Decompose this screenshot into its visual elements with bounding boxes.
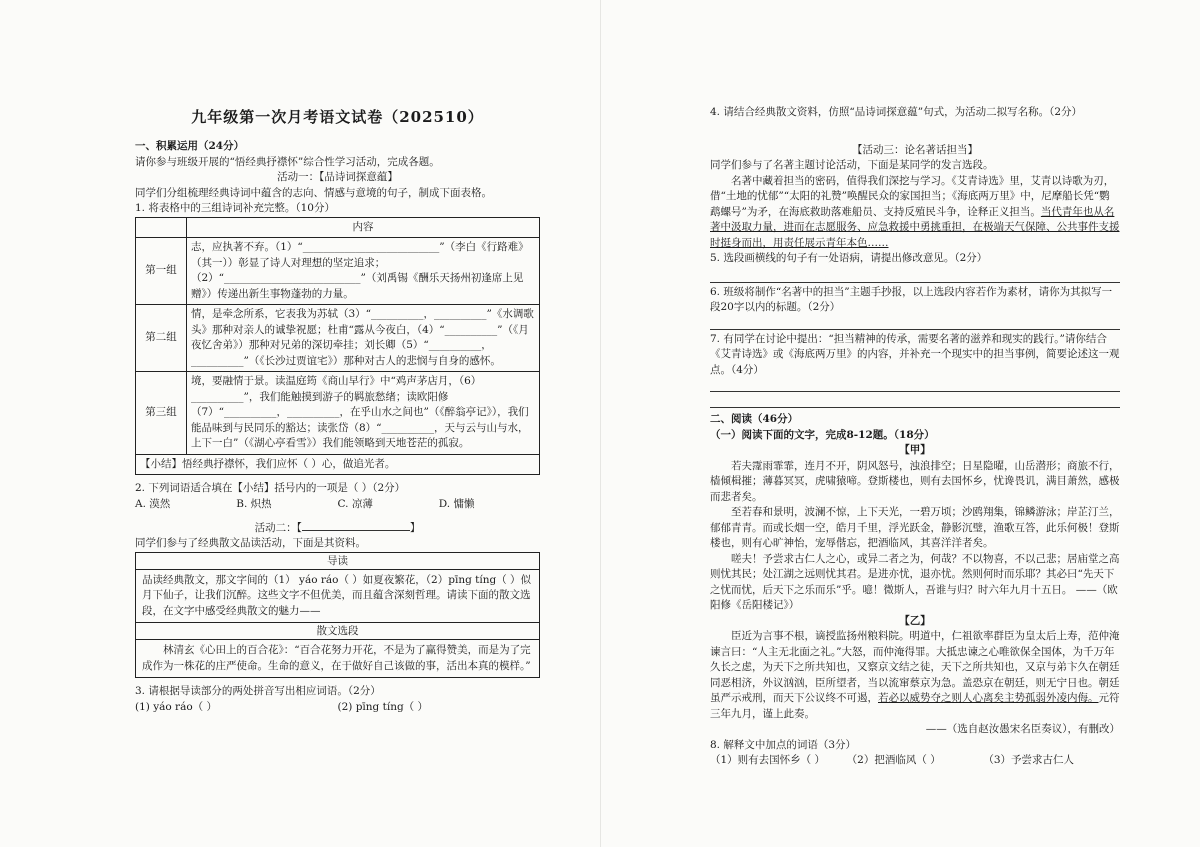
q8-item-1[interactable]: （1）则有去国怀乡（ ）	[710, 754, 826, 766]
q8-item-2[interactable]: （2）把酒临风（ ）	[846, 754, 941, 766]
answer-line[interactable]	[710, 378, 1120, 392]
guide-heading: 导读	[136, 553, 539, 570]
activity-1-intro: 同学们分组梳理经典诗词中蕴含的志向、情感与意境的句子，制成下面表格。	[135, 186, 492, 199]
passage-jia-label: 【甲】	[899, 444, 931, 456]
guide-text: 品读经典散文，那文字间的（1） yáo ráo（ ）如夏夜繁花，（2）pīng tíng（ ）似月下仙子，让我们沉醉。这些文字不但优美，而且蕴含深刻哲理。请读下面的散文选段，在文字中感受经典散文的魅力——	[142, 573, 532, 617]
activity-3-intro: 同学们参与了名著主题讨论活动，下面是某同学的发言选段。	[710, 159, 994, 171]
q8-item-3[interactable]: （3）予尝求古仁人	[983, 754, 1075, 766]
table-row	[136, 238, 540, 305]
right-page	[600, 0, 1200, 847]
activity-2-label: 活动二：【	[254, 521, 302, 534]
answer-yao-rao[interactable]: (1) yáo ráo（ ）	[135, 700, 218, 713]
question-7: 7. 有同学在讨论中提出：“担当精神的传承，需要名著的滋养和现实的践行。”请你结合《艾青诗选》或《海底两万里》的内容，并补充一个现实中的担当事例，简要论述这一观点。（4分）	[710, 332, 1120, 376]
table-header-cell	[136, 217, 187, 238]
answer-line[interactable]	[710, 316, 1120, 330]
answer-line[interactable]	[710, 269, 1120, 283]
option-a[interactable]: A. 漠然	[135, 497, 171, 510]
question-4: 4. 请结合经典散文资料，仿照“品诗词探意蕴”句式，为活动二拟写名称。（2分）	[710, 106, 1083, 118]
activity-2-intro: 同学们参与了经典散文品读活动，下面是其资料。	[135, 537, 366, 549]
passage-yi-p1	[710, 629, 1120, 722]
question-6: 6. 班级将制作“名著中的担当”主题手抄报，以上选段内容若作为素材，请你为其拟写一段20字以内的标题。（2分）	[710, 285, 1113, 313]
group-label: 第三组	[136, 372, 187, 455]
question-3-answers	[135, 700, 540, 715]
section-2-heading: 二、阅读（46分）	[710, 413, 799, 425]
option-c[interactable]: C. 凉薄	[337, 497, 373, 510]
group-label: 第一组	[136, 238, 187, 305]
yi-text-d: 元符三年九月，谨上此奏。	[710, 692, 1120, 720]
section-1-heading: 一、积累运用（24分）	[135, 140, 245, 152]
yi-text: 臣近为言事不根，谪授监扬州粮料院。明道中，仁祖欲率群臣为皇太后上寿，范仲淹谏言曰：“人主无北面之礼。”大怒，而仲淹得罪。大抵忠谏之心唯欲保全国体，为千万年久长之虑，为天下之所共知也，又察京文结之徒，天下之所共知也，又京与弟卞久在朝廷同恶相济，外议汹汹，臣所望者，当以流窜蔡京为急。	[710, 630, 1120, 689]
table-header-cell: 内容	[187, 217, 540, 238]
speech-part-1: 名著中藏着担当的密码，值得我们深挖与学习。《艾青诗选》里，艾青以诗歌为刃，借“土地的忧郁”“太阳的礼赞”唤醒民众的家国担当；《海底两万里》中，尼摩船长凭“鹦鹉螺号”为矛，在海底救助落难船员、支持反殖民斗争，诠释正义担当。	[710, 174, 1115, 218]
answer-line[interactable]	[710, 394, 1120, 408]
option-b[interactable]: B. 炽热	[236, 497, 272, 510]
passage-jia-p3: 嗟夫！予尝求古仁人之心，或异二者之为，何哉？不以物喜，不以己悲；居庙堂之高则忧其民；处江湖之远则忧其君。是进亦忧，退亦忧。然则何时而乐耶？其必曰“先天下之忧而忧，后天下之乐而乐”乎。噫！微斯人，吾谁与归？时六年九月十五日。 ——（欧阳修《岳阳楼记》）	[710, 552, 1120, 611]
question-3: 3. 请根据导读部分的两处拼音写出相应词语。（2分）	[135, 685, 381, 697]
passage-yi-source: ——（选自赵汝愚宋名臣奏议），有删改）	[925, 723, 1120, 735]
reading-1-heading: （一）阅读下面的文字，完成8-12题。（18分）	[710, 428, 935, 441]
answer-ping-ting[interactable]: (2) pīng tíng（ ）	[337, 700, 429, 713]
excerpt-text: 林清玄《心田上的百合花》：“百合花努力开花，不是为了赢得赞美，而是为了完成作为一株花的庄严使命。生命的意义，在于做好自己该做的事，活出本真的模样。”	[142, 644, 531, 672]
activity-intro: 请你参与班级开展的“悟经典抒襟怀”综合性学习活动，完成各题。	[135, 155, 440, 168]
table-row	[136, 454, 540, 475]
guide-box	[135, 552, 540, 679]
activity-2-title	[135, 520, 540, 537]
table-row	[136, 372, 540, 455]
group-content[interactable]: 情，是牵念所系，它表我为苏轼（3）“__________，__________”《水调歌头》那种对亲人的诚挚祝愿；杜甫“露从今夜白，（4）“__________”（《月夜忆舍弟》）那种对兄弟的深切牵挂；刘长卿（5）“__________，__________”（《长沙过贾谊宅》）那种对古人的悲悯与自身的感怀。	[187, 305, 540, 372]
activity-2-name-blank[interactable]	[302, 520, 410, 531]
activity-1-title: 活动一：【品诗词探意蕴】	[277, 171, 398, 183]
passage-jia-p1: 若夫霪雨霏霏，连月不开，阴风怒号，浊浪排空；日星隐曜，山岳潜形；商旅不行，樯倾楫摧；薄暮冥冥，虎啸猿啼。登斯楼也，则有去国怀乡，忧谗畏讥，满目萧然，感极而悲者矣。	[710, 459, 1120, 503]
activity-2-close: 】	[409, 521, 421, 534]
question-5: 5. 选段画横线的句子有一处语病，请提出修改意见。（2分）	[710, 252, 988, 264]
group-content[interactable]: 境，要融情于景。读温庭筠《商山早行》中“鸡声茅店月，（6）__________”，我们能触摸到游子的羁旅愁绪；读欧阳修（7）“__________，__________，在乎山水之间也”（《醉翁亭记》），我们能品味到与民同乐的豁达；读张岱（8）“__________，天与云与山与水，上下一白”（《湖心亭看雪》）我们能领略到天地苍茫的孤寂。	[187, 372, 540, 455]
question-8: 8. 解释文中加点的词语（3分）	[710, 738, 857, 751]
question-8-items	[710, 753, 1120, 768]
question-1: 1. 将表格中的三组诗词补充完整。（10分）	[135, 202, 335, 214]
passage-jia-p2: 至若春和景明，波澜不惊，上下天光，一碧万顷；沙鸥翔集，锦鳞游泳；岸芷汀兰，郁郁青青。而或长烟一空，皓月千里，浮光跃金，静影沉璧，渔歌互答，此乐何极！登斯楼也，则有心旷神怡，宠辱偕忘，把酒临风，其喜洋洋者矣。	[710, 506, 1120, 549]
speech-underlined-sentence: 当代青年也从名著中汲取力量，进而在志愿服务、应急救援中勇挑重担，在极端天气保障、公共事件支援时挺身而出，用责任展示青年本色……	[710, 205, 1120, 249]
group-content[interactable]: 志，应执著不弃。（1）“__________________________”（李白《行路难》（其一））彰显了诗人对理想的坚定追求；（2）“__________________________”（刘禹锡《酬乐天扬州初逢席上见赠》）传递出新生事物蓬勃的力量。	[187, 238, 540, 305]
group-label: 第二组	[136, 305, 187, 372]
activity-3-title: 【活动三：论名著话担当】	[852, 143, 978, 156]
excerpt-heading: 散文选段	[136, 622, 539, 640]
question-2: 2. 下列词语适合填在【小结】括号内的一项是（ ）（2分）	[135, 482, 406, 494]
question-2-options	[135, 497, 540, 512]
poem-table	[135, 217, 540, 476]
option-d[interactable]: D. 慵懒	[438, 497, 475, 510]
yi-underlined-sentence: 若必以威势夺之则人心离矣主势孤弱外凌内侮。	[878, 692, 1099, 704]
yi-text-b: 盖恐京在朝廷，则无宁日也。朝廷虽严示戒刑，而天下公议终不可遏，	[710, 676, 1120, 704]
table-summary[interactable]: 【小结】悟经典抒襟怀，我们应怀（ ）心，做追光者。	[136, 454, 540, 475]
table-header-row	[136, 217, 540, 238]
passage-yi-label: 【乙】	[899, 614, 931, 627]
exam-title: 九年级第一次月考语文试卷（202510）	[191, 108, 484, 126]
speech-excerpt	[710, 174, 1120, 252]
table-row	[136, 305, 540, 372]
